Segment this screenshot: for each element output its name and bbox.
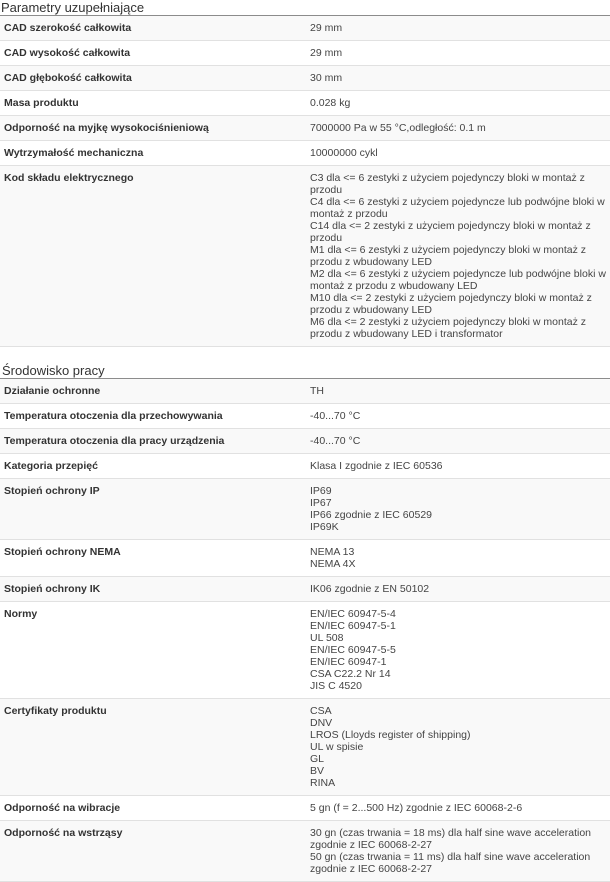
spec-value-line: 7000000 Pa w 55 °C,odległość: 0.1 m (310, 122, 486, 134)
spec-label: CAD głębokość całkowita (0, 66, 306, 91)
spec-value-line: CSA (310, 705, 332, 717)
spec-value-line: przodu (310, 184, 343, 196)
spec-value-line: BV (310, 765, 325, 777)
spec-row-temperatura-otoczenia-dla-pracy-urzadzenia (0, 429, 610, 454)
spec-value-line: przodu z wbudowany LED (310, 304, 432, 316)
spec-value-line: 0.028 kg (310, 97, 351, 109)
spec-row-wytrzymalosc-mechaniczna (0, 141, 610, 166)
spec-value-line: -40...70 °C (310, 410, 361, 422)
spec-value (306, 379, 610, 404)
spec-value-line: IK06 zgodnie z EN 50102 (310, 583, 430, 595)
spec-value-line: M10 dla <= 2 zestyki z użyciem pojedynczy bloki w montaż z (310, 292, 592, 304)
spec-value-line: 29 mm (310, 47, 343, 59)
spec-label: Stopień ochrony IK (0, 577, 306, 602)
spec-value-line: przodu z wbudowany LED i transformator (310, 328, 503, 340)
spec-label: Kod składu elektrycznego (0, 166, 306, 347)
spec-value-line: M6 dla <= 2 zestyki z użyciem pojedynczy bloki w montaż z (310, 316, 587, 328)
spec-value-line: EN/IEC 60947-5-1 (310, 620, 396, 632)
spec-label: Temperatura otoczenia dla przechowywania (4, 410, 223, 422)
spec-value (306, 91, 610, 116)
spec-row-certyfikaty-produktu (0, 699, 610, 796)
spec-value (306, 16, 610, 41)
spec-value-line: montaż z przodu (310, 208, 388, 220)
spec-value-line: przodu (310, 232, 343, 244)
spec-value-line: LROS (Lloyds register of shipping) (310, 729, 471, 741)
spec-value-line: przodu z wbudowany LED (310, 256, 432, 268)
spec-value (306, 116, 610, 141)
spec-value-line: 5 gn (f = 2...500 Hz) zgodnie z IEC 60068-2-6 (310, 802, 523, 814)
spec-value-line: GL (310, 753, 325, 765)
spec-value-line: IP69 (310, 485, 332, 497)
spec-value-line: UL 508 (310, 632, 344, 644)
spec-row-normy (0, 602, 610, 699)
spec-value-line: 50 gn (czas trwania = 11 ms) dla half sine wave acceleration (310, 851, 591, 863)
spec-value-line: 30 mm (310, 72, 343, 84)
spec-value (306, 41, 610, 66)
section-title: Środowisko pracy (0, 362, 610, 379)
spec-row-kategoria-przepiec (0, 454, 610, 479)
spec-value-line: CSA C22.2 Nr 14 (310, 668, 391, 680)
spec-value-line: M1 dla <= 6 zestyki z użyciem pojedynczy bloki w montaż z (310, 244, 587, 256)
spec-row-temperatura-otoczenia-dla-przechowywania (0, 404, 610, 429)
spec-value-line: IP69K (310, 521, 339, 533)
spec-label: Działanie ochronne (0, 379, 306, 404)
spec-row-kod-skladu-elektrycznego (0, 166, 610, 347)
spec-value-line: montaż z przodu z wbudowany LED (310, 280, 478, 292)
spec-value-line: TH (310, 385, 324, 397)
spec-label: Masa produktu (4, 97, 79, 109)
spec-row-stopien-ochrony-ik (0, 577, 610, 602)
spec-value-line: zgodnie z IEC 60068-2-27 (310, 863, 432, 875)
spec-value (306, 479, 610, 540)
spec-value (306, 821, 610, 882)
spec-value-line: EN/IEC 60947-5-4 (310, 608, 396, 620)
spec-value (306, 166, 610, 347)
spec-value (306, 540, 610, 577)
spec-value-line: EN/IEC 60947-5-5 (310, 644, 396, 656)
spec-value-line: UL w spisie (310, 741, 364, 753)
spec-label: Odporność na wibracje (4, 802, 121, 814)
spec-value-line: 10000000 cykl (310, 147, 378, 159)
spec-value-line: C3 dla <= 6 zestyki z użyciem pojedynczy bloki w montaż z (310, 172, 585, 184)
spec-value-line: C14 dla <= 2 zestyki z użyciem pojedynczy bloki w montaż z (310, 220, 591, 232)
spec-row-odpornosc-na-wibracje (0, 796, 610, 821)
spec-label: Stopień ochrony NEMA (4, 546, 121, 558)
spec-row-masa-produktu (0, 91, 610, 116)
section-title: Parametry uzupełniające (0, 0, 610, 16)
spec-label: Normy (4, 608, 38, 620)
spec-value-line: 29 mm (310, 22, 343, 34)
spec-label: Stopień ochrony IP (0, 479, 306, 540)
spec-row-cad-wysokosc-calkowita (0, 41, 610, 66)
spec-value-line: IP67 (310, 497, 332, 509)
spec-value-line: C4 dla <= 6 zestyki z użyciem pojedyncze lub podwójne bloki w (310, 196, 605, 208)
spec-value-line: JIS C 4520 (310, 680, 362, 692)
spec-label: CAD wysokość całkowita (4, 47, 131, 59)
spec-table (0, 16, 610, 347)
spec-row-cad-szerokosc-calkowita (0, 16, 610, 41)
spec-row-odpornosc-na-myjke-wysokocisnieniowa (0, 116, 610, 141)
spec-value-line: NEMA 4X (310, 558, 356, 570)
spec-label: Odporność na wstrząsy (0, 821, 306, 882)
spec-row-stopien-ochrony-ip (0, 479, 610, 540)
spec-value-line: -40...70 °C (310, 435, 361, 447)
spec-value (306, 796, 610, 821)
spec-value-line: 30 gn (czas trwania = 18 ms) dla half sine wave acceleration (310, 827, 592, 839)
spec-row-cad-glebokosc-calkowita (0, 66, 610, 91)
spec-value-line: Klasa I zgodnie z IEC 60536 (310, 460, 443, 472)
spec-label: Wytrzymałość mechaniczna (4, 147, 144, 159)
spec-value-line: NEMA 13 (310, 546, 355, 558)
spec-value (306, 699, 610, 796)
spec-label: Odporność na myjkę wysokociśnieniową (0, 116, 306, 141)
spec-value (306, 66, 610, 91)
spec-label: Kategoria przepięć (4, 460, 98, 472)
spec-value (306, 404, 610, 429)
spec-row-odpornosc-na-wstrzasy (0, 821, 610, 882)
spec-value-line: IP66 zgodnie z IEC 60529 (310, 509, 433, 521)
spec-value (306, 602, 610, 699)
spec-row-stopien-ochrony-nema (0, 540, 610, 577)
spec-table (0, 379, 610, 882)
spec-label: Temperatura otoczenia dla pracy urządzenia (0, 429, 306, 454)
spec-value (306, 429, 610, 454)
spec-label: CAD szerokość całkowita (0, 16, 306, 41)
spec-value (306, 141, 610, 166)
spec-value-line: EN/IEC 60947-1 (310, 656, 387, 668)
spec-value-line: zgodnie z IEC 60068-2-27 (310, 839, 432, 851)
spec-value-line: M2 dla <= 6 zestyki z użyciem pojedyncze lub podwójne bloki w (310, 268, 606, 280)
spec-row-dzialanie-ochronne (0, 379, 610, 404)
spec-value (306, 577, 610, 602)
spec-label: Certyfikaty produktu (0, 699, 306, 796)
spec-value-line: DNV (310, 717, 333, 729)
spec-value (306, 454, 610, 479)
spec-value-line: RINA (310, 777, 336, 789)
